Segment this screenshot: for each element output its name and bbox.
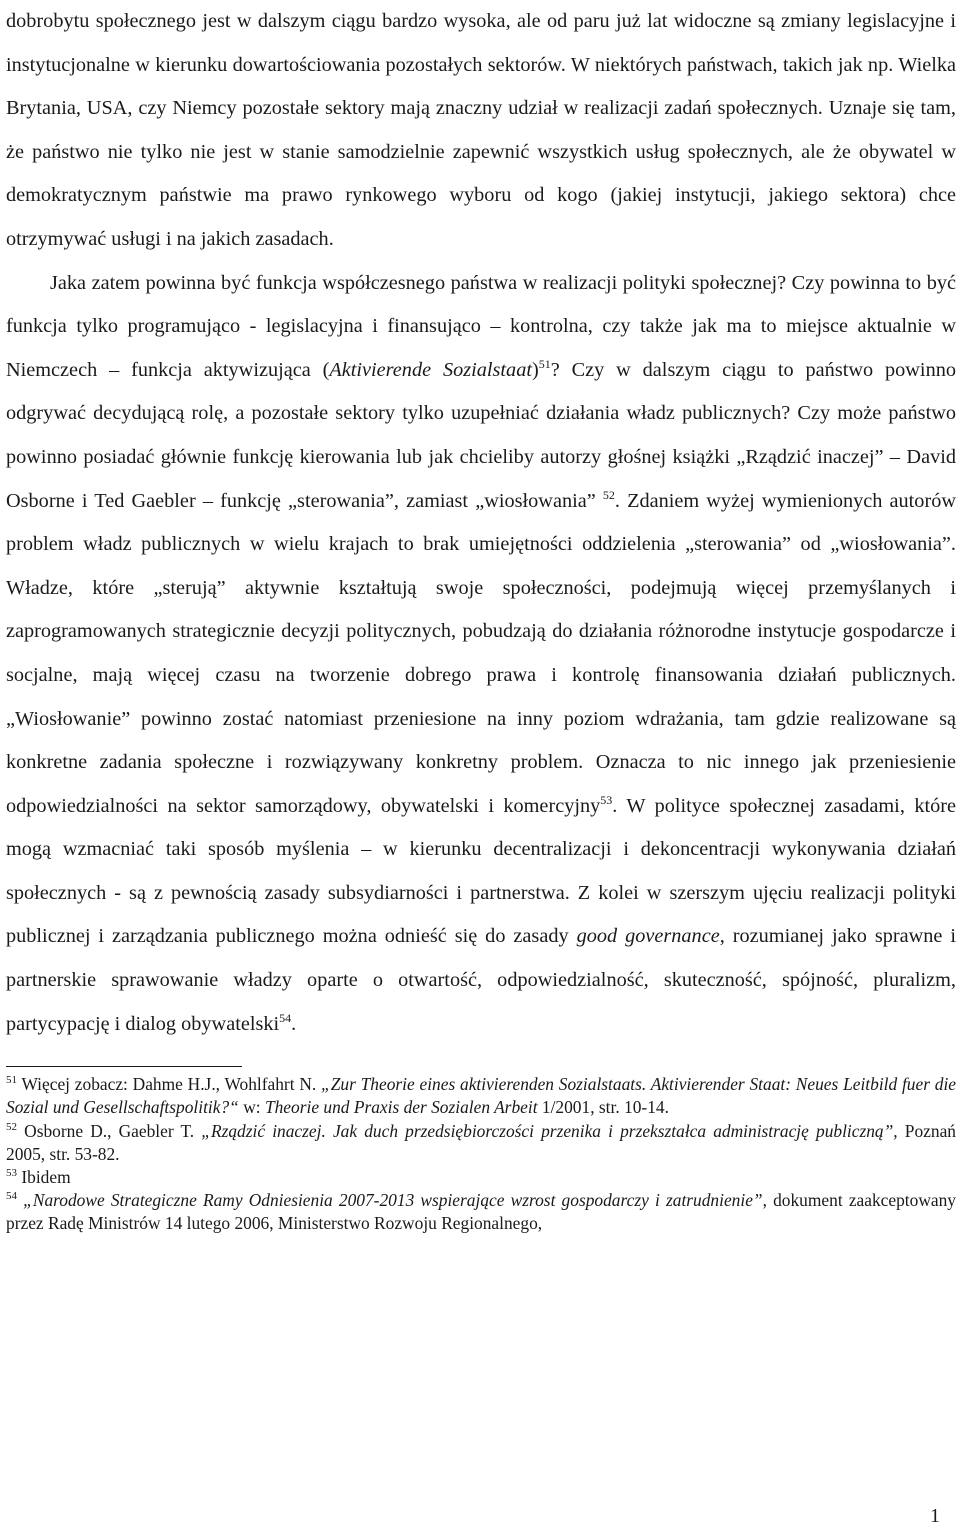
page-number: 1 xyxy=(930,1505,940,1527)
paragraph-2-end: . xyxy=(291,1012,297,1035)
footnote-number: 52 xyxy=(6,1120,17,1133)
footnote-53 xyxy=(6,1166,956,1189)
paragraph-2-part-b: ? Czy w dalszym ciągu to państwo powinno odgrywać decydującą rolę, a pozostałe sektory tylko uzupełniać działania władz publicznych? Czy może państwo powinno posiadać głównie funkcję kierowania lub jak chcieliby autorzy głośnej książki „Rządzić inaczej” – David Osborne i Ted Gaebler – funkcję „sterowania”, zamiast „wiosłowania” xyxy=(6,358,956,512)
footnote-51 xyxy=(6,1073,956,1119)
footnote-ref-53[interactable]: 53 xyxy=(600,792,613,807)
footnote-separator xyxy=(6,1066,242,1067)
body-text xyxy=(6,0,956,1046)
paragraph-2-part-d: . W polityce społecznej zasadami, które mogą wzmacniać taki sposób myślenia – w kierunku decentralizacji i dekoncentracji wykonywania działań społecznych - są z pewnością zasady subsydiarności i partnerstwa. Z kolei w szerszym ujęciu realizacji polityki publicznej i zarządzania publicznego można odnieść się do zasady xyxy=(6,794,956,948)
italic-term-aktivierende: Aktivierende Sozialstaat xyxy=(329,358,532,381)
footnote-text: Ibidem xyxy=(17,1167,71,1188)
paragraph-2-part-c: . Zdaniem wyżej wymienionych autorów problem władz publicznych w wielu krajach to brak umiejętności oddzielenia „sterowania” od „wiosłowania”. Władze, które „sterują” aktywnie kształtują swoje społeczności, podejmują więcej przemyślanych i zaprogramowanych strategicznie decyzji politycznych, pobudzają do działania różnorodne instytucje gospodarcze i socjalne, mają więcej czasu na tworzenie dobrego prawa i kontrolę finansowania działań publicznych. „Wiosłowanie” powinno zostać natomiast przeniesione na inny poziom wdrażania, tam gdzie realizowane są konkretne zadania społeczne i rozwiązywany konkretny problem. Oznacza to nic innego jak przeniesienie odpowiedzialności na sektor samorządowy, obywatelski i komercyjny xyxy=(6,489,956,817)
italic-term-good-governance: good governance xyxy=(576,925,720,948)
footnotes xyxy=(6,1073,956,1235)
footnote-ref-54[interactable]: 54 xyxy=(279,1010,292,1025)
footnote-text: Poznań 2005, str. 53-82. xyxy=(6,1120,956,1164)
footnote-text: Więcej zobacz: Dahme H.J., Wohlfahrt N. xyxy=(17,1074,322,1095)
footnote-52 xyxy=(6,1120,956,1166)
footnote-title: „Zur Theorie eines aktivierenden Sozialstaats. Aktivierender Staat: Neues Leitbild fuer die Sozial und Gesellschaftspolitik?“ xyxy=(6,1074,956,1118)
footnote-text: Osborne D., Gaebler T. xyxy=(17,1120,202,1141)
footnote-text: , dokument zaakceptowany przez Radę Ministrów 14 lutego 2006, Ministerstwo Rozwoju Regionalnego, xyxy=(6,1190,956,1234)
paragraph-2 xyxy=(6,262,956,1047)
footnote-number: 54 xyxy=(6,1190,17,1203)
paragraph-1 xyxy=(6,0,956,262)
paragraph-1-text: dobrobytu społecznego jest w dalszym ciągu bardzo wysoka, ale od paru już lat widoczne są zmiany legislacyjne i instytucjonalne w kierunku dowartościowania pozostałych sektorów. W niektórych państwach, takich jak np. Wielka Brytania, USA, czy Niemcy pozostałe sektory mają znaczny udział w realizacji zadań społecznych. Uznaje się tam, że państwo nie tylko nie jest w stanie samodzielnie zapewnić wszystkich usług społecznych, ale że obywatel w demokratycznym państwie ma prawo rynkowego wyboru od kogo (jakiej instytucji, jakiego sektora) chce otrzymywać usługi i na jakich zasadach. xyxy=(6,10,956,250)
paragraph-2-part-a: Jaka zatem powinna być funkcja współczesnego państwa w realizacji polityki społecznej? Czy powinna to być funkcja tylko programująco - legislacyjna i finansująco – kontrolna, czy także jak ma to miejsce aktualnie w Niemczech – funkcja aktywizująca ( xyxy=(6,271,956,381)
footnote-title: „Rządzić inaczej. Jak duch przedsiębiorczości przenika i przekształca administrację publiczną”, xyxy=(201,1120,898,1141)
footnote-54 xyxy=(6,1189,956,1235)
footnote-text: 1/2001, str. 10-14. xyxy=(537,1097,669,1118)
footnote-number: 51 xyxy=(6,1074,17,1087)
paragraph-2-part-e: , rozumianej jako sprawne i partnerskie sprawowanie władzy oparte o otwartość, odpowiedzialność, skuteczność, spójność, pluralizm, partycypację i dialog obywatelski xyxy=(6,925,956,1035)
document-page xyxy=(6,0,956,1236)
footnote-ref-52[interactable]: 52 xyxy=(602,487,615,502)
footnote-ref-51[interactable]: 51 xyxy=(538,356,551,371)
footnote-journal: Theorie und Praxis der Sozialen Arbeit xyxy=(264,1097,538,1118)
footnote-text: w: xyxy=(238,1097,265,1118)
footnote-number: 53 xyxy=(6,1167,17,1180)
paren-close: ) xyxy=(531,358,539,381)
footnote-title: „Narodowe Strategiczne Ramy Odniesienia 2007-2013 wspierające wzrost gospodarczy i zatrudnienie” xyxy=(23,1190,763,1211)
